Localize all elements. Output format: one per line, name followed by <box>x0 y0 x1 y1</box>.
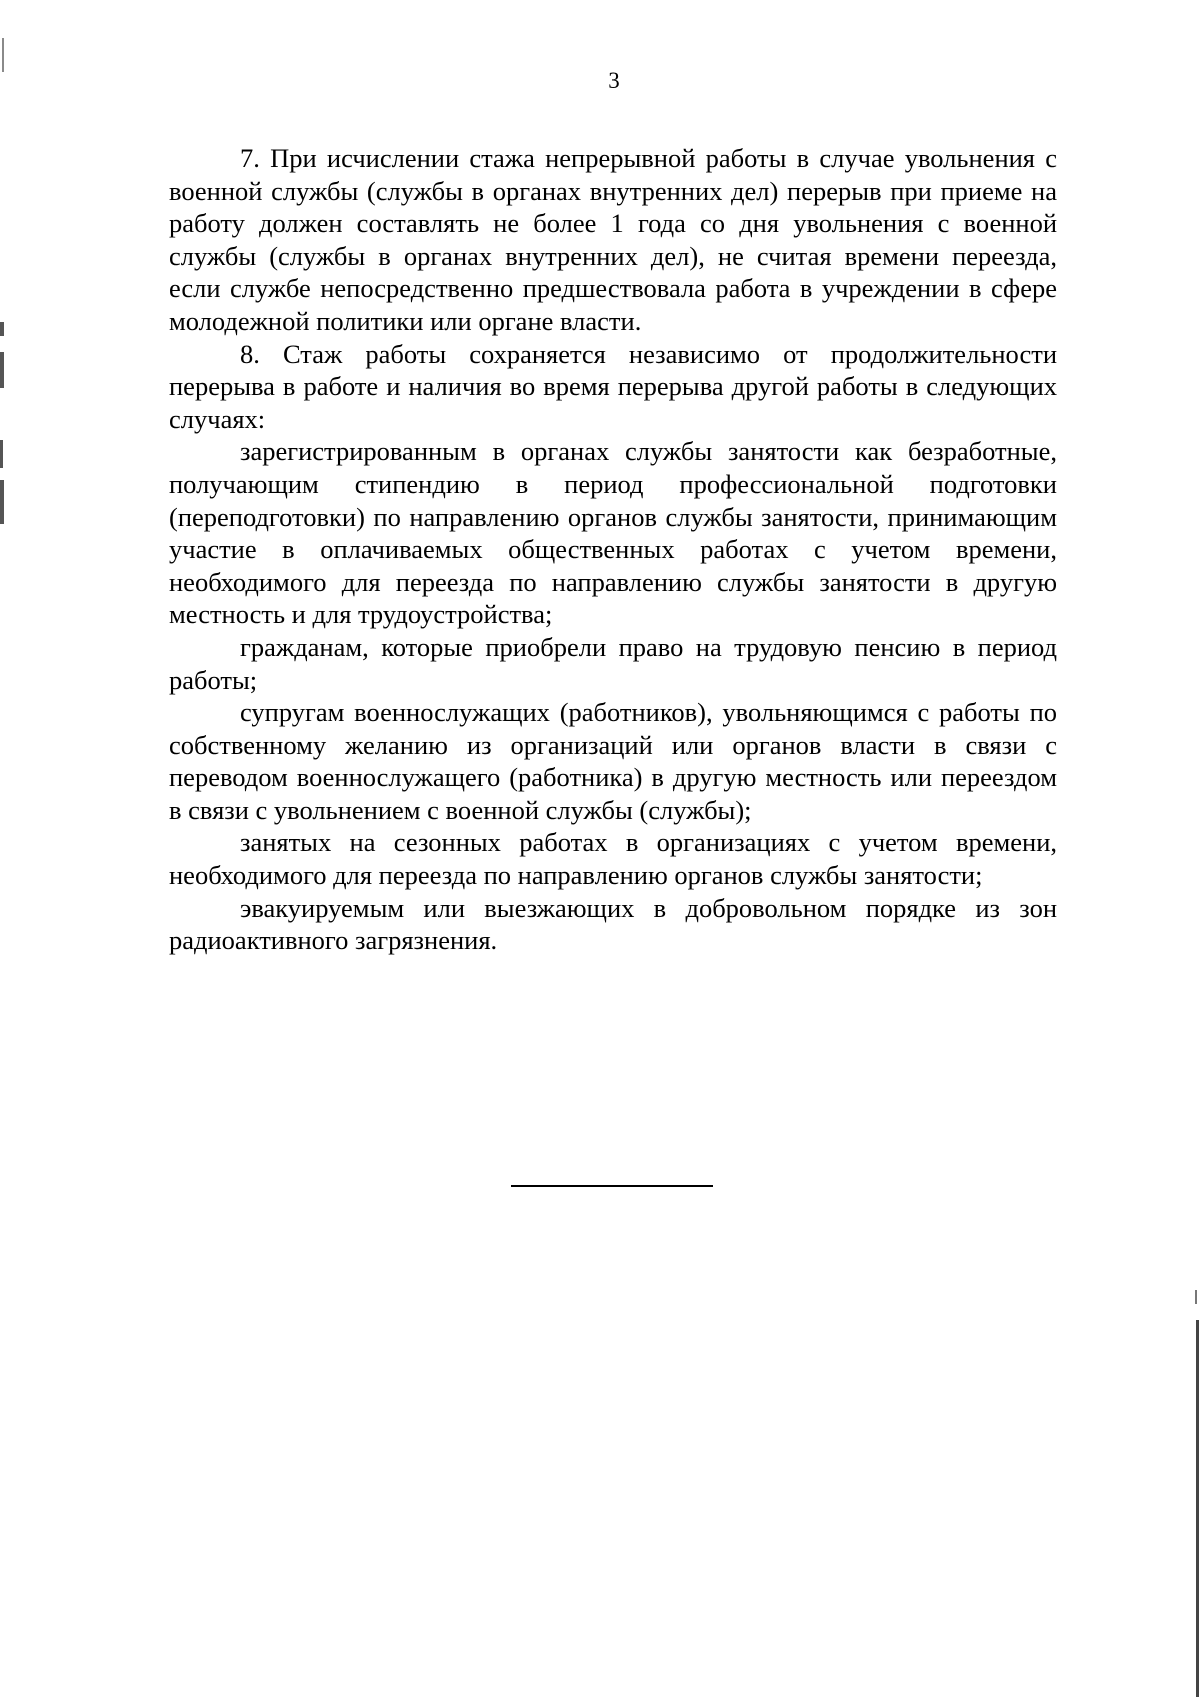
paragraph-8: 8. Стаж работы сохраняется независимо от продолжительности перерыва в работе и наличия во время перерыва другой работы в следующих случаях: <box>169 338 1057 434</box>
scan-artifact <box>0 352 4 388</box>
list-item-unemployed: зарегистрированным в органах службы занятости как безработные, получающим стипендию в период профессиональной подготовки (переподготовки) по направлению органов службы занятости, принимающим участие в оплачиваемых общественных работах с учетом времени, необходимого для переезда по направлению службы занятости в другую местность и для трудоустройства; <box>169 436 1057 630</box>
list-item-spouses: супругам военнослужащих (работников), увольняющимся с работы по собственному желанию из организаций или органов власти в связи с переводом военнослужащего (работника) в другую местность или переездом в связи с увольнением с военной службы (службы); <box>169 697 1057 825</box>
scan-artifact <box>0 322 4 336</box>
scan-artifact <box>0 480 4 524</box>
scan-artifact <box>1196 1320 1199 1697</box>
page-number: 3 <box>608 68 620 93</box>
list-item-pension: гражданам, которые приобрели право на трудовую пенсию в период работы; <box>169 631 1057 695</box>
document-body <box>169 142 1057 957</box>
end-of-document-rule <box>511 1185 713 1187</box>
list-item-evacuated: эвакуируемым или выезжающих в добровольном порядке из зон радиоактивного загрязнения. <box>169 892 1057 956</box>
scan-artifact <box>1195 1290 1197 1304</box>
paragraph-7: 7. При исчислении стажа непрерывной работы в случае увольнения с военной службы (службы в органах внутренних дел) перерыв при приеме на работу должен составлять не более 1 года со дня увольнения с военной службы (службы в органах внутренних дел), не считая времени переезда, если службе непосредственно предшествовала работа в учреждении в сфере молодежной политики или органе власти. <box>169 143 1057 336</box>
list-item-seasonal: занятых на сезонных работах в организациях с учетом времени, необходимого для переезда по направлению органов службы занятости; <box>169 827 1057 891</box>
scan-artifact <box>0 440 3 468</box>
